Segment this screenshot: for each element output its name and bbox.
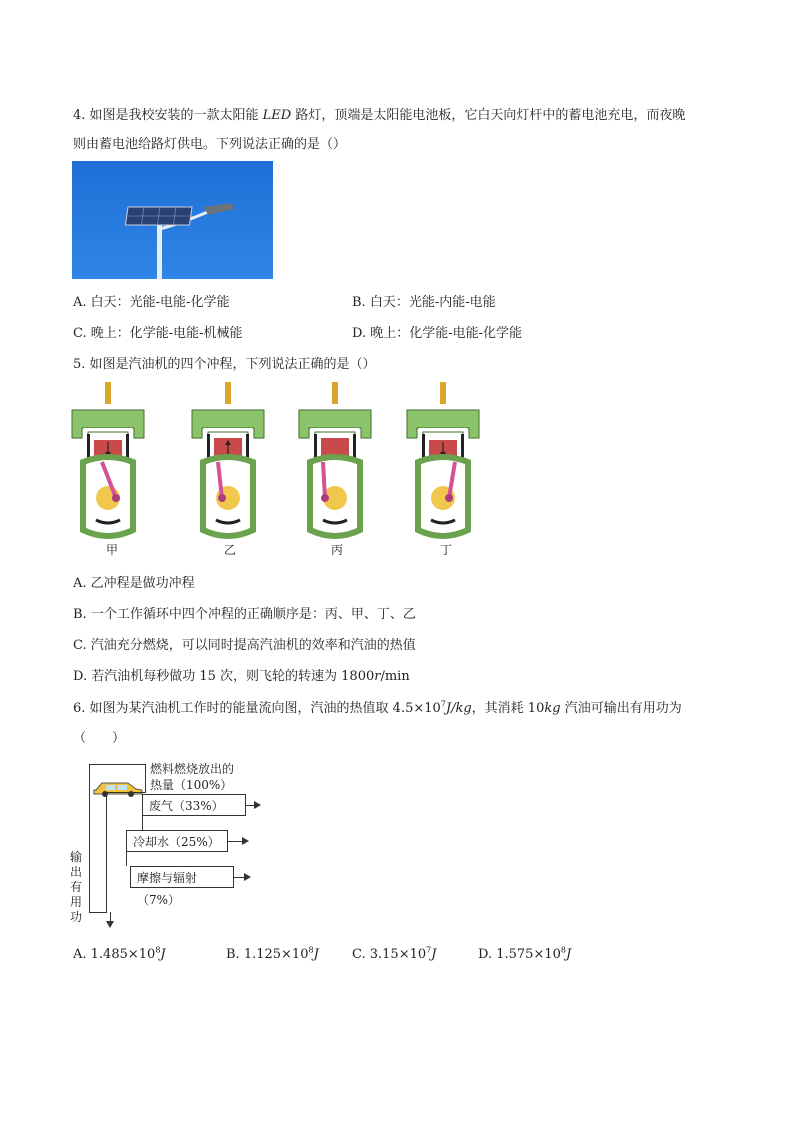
q5-option-a[interactable]: A. 乙冲程是做功冲程 xyxy=(73,576,195,591)
q4-stem-line2: 则由蓄电池给路灯供电。下列说法正确的是（） xyxy=(73,137,347,152)
engine-label-bing: 丙 xyxy=(331,543,344,557)
q5-option-b[interactable]: B. 一个工作循环中四个冲程的正确顺序是：丙、甲、丁、乙 xyxy=(73,607,416,622)
q5-option-d[interactable]: D. 若汽油机每秒做功 15 次，则飞轮的转速为 1800r/min xyxy=(73,669,410,684)
q4-option-b[interactable]: B. 白天：光能-内能-电能 xyxy=(352,295,496,310)
engine-diagram-yi xyxy=(188,380,268,540)
fuel-heat-label-line1: 燃料燃烧放出的 xyxy=(150,762,235,776)
arrow-right-icon xyxy=(242,837,249,845)
q5-stem: 5. 如图是汽油机的四个冲程，下列说法正确的是（） xyxy=(73,357,376,372)
q6-answer-paren: （ ） xyxy=(73,731,126,746)
fuel-heat-label-line2: 热量（100%） xyxy=(150,778,233,792)
engine-label-yi: 乙 xyxy=(224,543,237,557)
engine-label-ding: 丁 xyxy=(440,543,453,557)
engine-diagram-bing xyxy=(295,380,375,540)
exhaust-box: 废气（33%） xyxy=(142,794,246,816)
coolant-box: 冷却水（25%） xyxy=(126,830,228,852)
q5-option-c[interactable]: C. 汽油充分燃烧，可以同时提高汽油机的效率和汽油的热值 xyxy=(73,638,416,653)
q4-option-c[interactable]: C. 晚上：化学能-电能-机械能 xyxy=(73,326,243,341)
engine-diagram-ding xyxy=(403,380,483,540)
q6-option-c[interactable]: C. $3.15\times 10^7J$ xyxy=(352,945,437,962)
energy-flow-diagram xyxy=(70,756,300,936)
engine-label-jia: 甲 xyxy=(106,543,119,557)
arrow-right-icon xyxy=(254,801,261,809)
engine-diagram-jia xyxy=(68,380,148,540)
useful-work-label: 输 出 有 用 功 xyxy=(70,850,83,924)
arrow-right-icon xyxy=(244,873,251,881)
q6-option-b[interactable]: B. $1.125\times 10^8J$ xyxy=(226,945,319,962)
q4-option-a[interactable]: A. 白天：光能-电能-化学能 xyxy=(73,295,230,310)
q4-option-d[interactable]: D. 晚上：化学能-电能-化学能 xyxy=(352,326,523,341)
q4-stem-line1: 4. 如图是我校安装的一款太阳能 LED 路灯，顶端是太阳能电池板，它白天向灯杆中的蓄电池充电，而夜晚 xyxy=(73,108,686,123)
friction-radiation-box: 摩擦与辐射（7%） xyxy=(130,866,234,888)
car-icon xyxy=(92,776,144,798)
q6-option-d[interactable]: D. $1.575\times 10^8J$ xyxy=(478,945,572,962)
solar-streetlight-photo xyxy=(72,161,273,279)
q6-option-a[interactable]: A. $1.485\times 10^8J$ xyxy=(73,945,166,962)
q6-stem: 6. 如图为某汽油机工作时的能量流向图，汽油的热值取 $4.5\times 10^7J/kg$，其消耗 10kg 汽油可输出有用功为 xyxy=(73,699,682,716)
